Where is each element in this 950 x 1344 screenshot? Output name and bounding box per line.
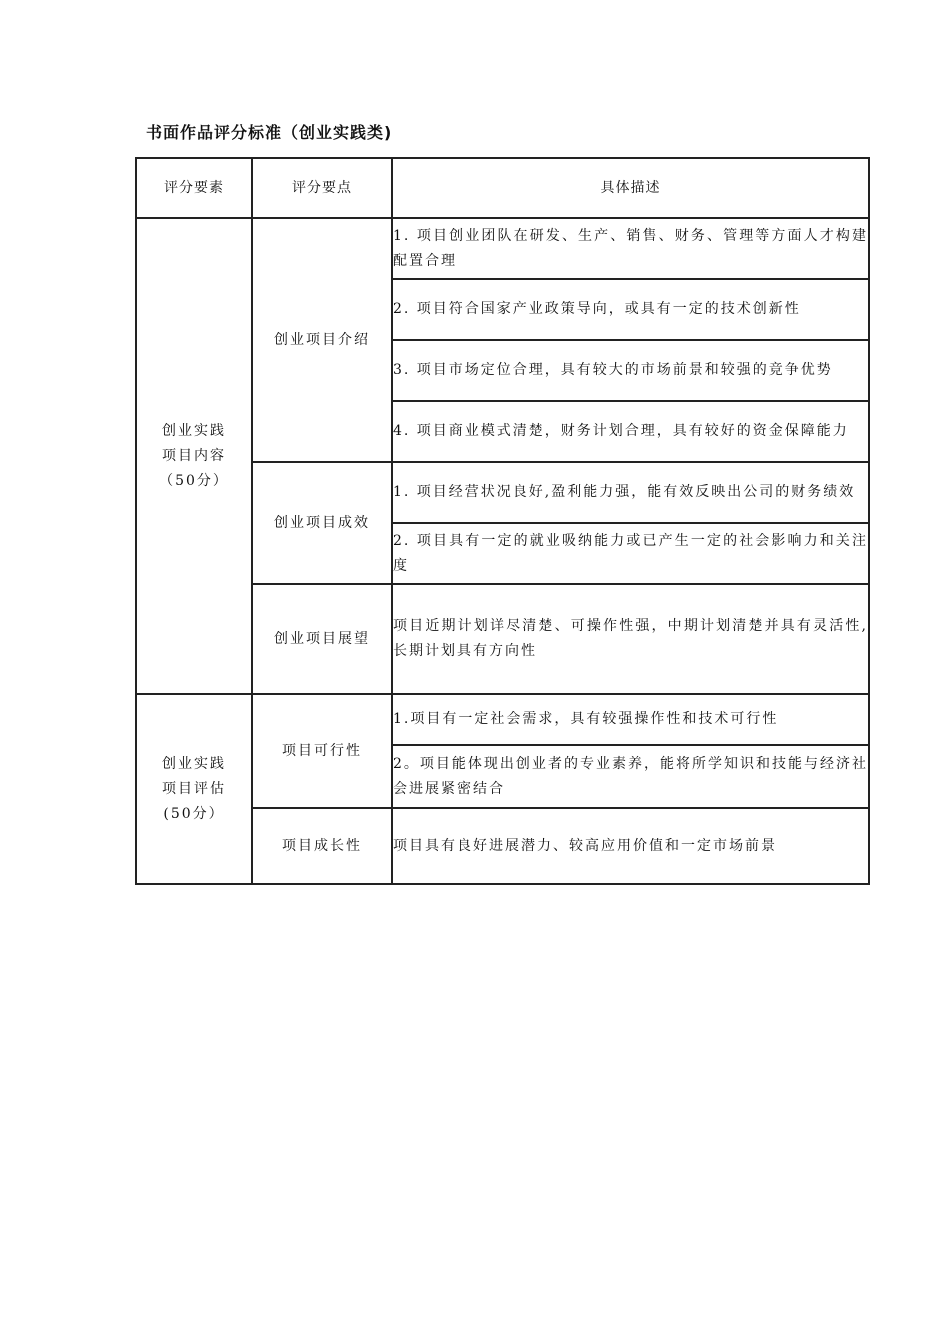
scoring-table	[135, 157, 870, 885]
point-cell: 项目成长性	[252, 808, 392, 884]
factor-line: 项目内容	[162, 447, 226, 464]
description-cell: 项目近期计划详尽清楚、可操作性强，中期计划清楚并具有灵活性,长期计划具有方向性	[392, 584, 869, 694]
description-cell: 2. 项目具有一定的就业吸纳能力或已产生一定的社会影响力和关注度	[392, 523, 869, 584]
factor-line: (50分）	[163, 805, 225, 822]
description-cell: 1. 项目经营状况良好,盈利能力强，能有效反映出公司的财务绩效	[392, 462, 869, 523]
point-cell: 创业项目介绍	[252, 218, 392, 462]
factor-line: 项目评估	[162, 780, 226, 797]
description-cell	[392, 745, 869, 808]
table-row	[136, 218, 869, 279]
factor-line: （50分）	[159, 472, 229, 489]
point-cell: 创业项目展望	[252, 584, 392, 694]
document-title: 书面作品评分标准（创业实践类)	[146, 123, 393, 142]
description-cell: 3. 项目市场定位合理，具有较大的市场前景和较强的竞争优势	[392, 340, 869, 401]
description-cell: 项目具有良好进展潜力、较高应用价值和一定市场前景	[392, 808, 869, 884]
factor-cell-content	[136, 218, 252, 694]
factor-line: 创业实践	[162, 755, 226, 772]
header-desc: 具体描述	[392, 158, 869, 218]
description-cell: 4. 项目商业模式清楚，财务计划合理，具有较好的资金保障能力	[392, 401, 869, 462]
description-cell: 1. 项目创业团队在研发、生产、销售、财务、管理等方面人才构建配置合理	[392, 218, 869, 279]
description-cell: 2. 项目符合国家产业政策导向，或具有一定的技术创新性	[392, 279, 869, 340]
table-header-row	[136, 158, 869, 218]
factor-cell-evaluation	[136, 694, 252, 884]
header-factor: 评分要素	[136, 158, 252, 218]
table-row	[136, 694, 869, 745]
description-cell: 1.项目有一定社会需求，具有较强操作性和技术可行性	[392, 694, 869, 745]
factor-line: 创业实践	[162, 422, 226, 439]
header-point: 评分要点	[252, 158, 392, 218]
point-cell: 创业项目成效	[252, 462, 392, 584]
description-text: 2。项目能体现出创业者的专业素养，能将所学知识和技能与经济社会进展紧密结合	[393, 755, 868, 797]
point-cell: 项目可行性	[252, 694, 392, 808]
